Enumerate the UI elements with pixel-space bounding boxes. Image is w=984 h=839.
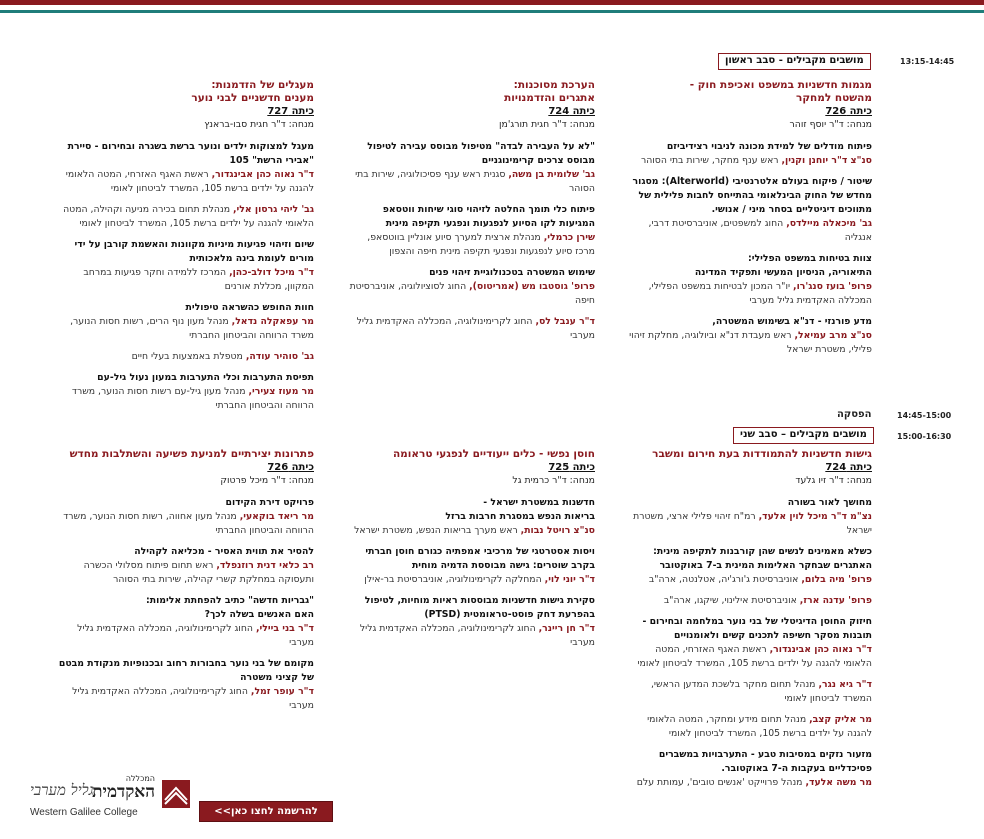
- speaker-affiliation: החוג לקרימינולוגיה, המכללה האקדמית גליל מערבי: [72, 686, 314, 711]
- lecture-speaker: [628, 217, 872, 245]
- lecture-item: [56, 496, 314, 538]
- session2-column-1: [628, 448, 872, 797]
- lecture-item: [56, 140, 314, 196]
- speaker-name: גב' שלומית בן משה,: [508, 169, 595, 180]
- speaker-affiliation: סגנית ראש ענף פסיכולוגיה, שירות בתי הסוהר: [355, 169, 595, 194]
- lecture-speaker: [628, 154, 872, 168]
- speaker-affiliation: מנהלת ארצית למערך סיוע אונליין בווטסאפ, מרכז סיוע לנפגעות ונפגעי תקיפה מינית חיפה והצפון: [367, 232, 595, 257]
- speaker-affiliation: רמ"ח זיהוי פלילי ארצי, משטרת ישראל: [633, 511, 872, 536]
- lecture-item: [628, 140, 872, 168]
- moderator: מנחה: ד"ר יוסף זוהר: [789, 119, 872, 130]
- lecture-item: [628, 678, 872, 706]
- speaker-affiliation: מנהל מעון גיל-עם רשות חסות הנוער, משרד הרווחה והביטחון החברתי: [71, 386, 314, 411]
- moderator: מנחה: ד"ר כרמית גל: [512, 475, 595, 486]
- top-border-teal: [0, 10, 984, 13]
- lecture-speaker: [345, 573, 595, 587]
- lecture-item: [628, 496, 872, 538]
- speaker-name: מר עפאקלה נדאל,: [231, 316, 314, 327]
- room-number: כיתה 727: [267, 106, 314, 117]
- speaker-name: מר מעוז צעירי,: [248, 386, 314, 397]
- speaker-name: מר ריאד בוקאעי,: [239, 511, 314, 522]
- speaker-name: פרופ' בועז סנג'רו,: [793, 281, 872, 292]
- lecture-item: [56, 203, 314, 231]
- session1-column-2: [345, 79, 595, 350]
- speaker-affiliation: ראש תחום פיתוח מסלולי הכשרה ותעסוקה במחלקת קשרי קהילה, שירות בתי הסוהר: [83, 560, 314, 585]
- speaker-affiliation: החוג לקרימינולוגיה, המכללה האקדמית גליל מערבי: [356, 316, 595, 341]
- speaker-affiliation: ראש מערך בריאות הנפש, משטרת ישראל: [354, 525, 521, 536]
- lecture-item: [628, 713, 872, 741]
- lecture-item: [345, 140, 595, 196]
- lecture-speaker: [628, 510, 872, 538]
- logo-english: Western Galilee College: [30, 807, 138, 818]
- lecture-speaker: [345, 524, 595, 538]
- lecture-speaker: [56, 510, 314, 538]
- speaker-name: ד"ר גיא נגר,: [818, 679, 872, 690]
- session-title: פתרונות יצירתיים למניעת פשיעה והשתלבות מחדש: [69, 448, 314, 460]
- logo-main-text: האקדמית: [92, 782, 155, 802]
- session2-title: מושבים מקבילים – סבב שני: [733, 427, 874, 444]
- lecture-title: שיטור / פיקוח בעולם אלטרנטיבי (Alterworld): מסגור מחדש של החוק הבינלאומי בהתייחס לחבות פלילית של מתווכים דיגיטליים בסחר מיני / אנושי.: [632, 176, 872, 215]
- session2-column-2: [345, 448, 595, 657]
- session2-column-3: [56, 448, 314, 720]
- speaker-name: ד"ר נאוה כהן אבינגדור,: [769, 644, 872, 655]
- lecture-title: שימוש המשטרה בטכנולוגיית זיהוי פנים: [429, 267, 595, 278]
- lecture-item: [628, 545, 872, 587]
- session-title: גישות חדשניות להתמודדות בעת חירום ומשבר: [652, 448, 872, 460]
- lecture-title: מקומם של בני נוער בחבורות רחוב ובכנופיות מנקודת מבטם של קציני משטרה: [58, 658, 314, 683]
- session1-column-1: [628, 79, 872, 364]
- break-label: הפסקה: [837, 409, 872, 420]
- break-time: 14:45-15:00: [897, 411, 952, 420]
- lecture-item: [56, 238, 314, 294]
- speaker-affiliation: החוג למשפטים, אוניברסיטת דרבי, אנגליה: [648, 218, 872, 243]
- lecture-title: ויסות אסטרטגי של מרכיבי אמפתיה כגורם חוסן חברתי בקרב שוטרים: גישה מבוססת הדמיה מוחית: [365, 546, 595, 571]
- lecture-speaker: [56, 266, 314, 294]
- logo-signature: גליל מערבי: [30, 781, 94, 799]
- session-title: הערכת מסוכנות: אתגרים והזדמנויות: [504, 79, 595, 104]
- lecture-title: מזעור נזקים במסיבות טבע - התערבויות במשברים פסיכדליים בעקבות ה-7 באוקטובר.: [658, 749, 872, 774]
- lecture-title: מדע פורנזי - דנ"א בשימוש המשטרה,: [712, 316, 872, 327]
- session2-time: 15:00-16:30: [897, 432, 952, 441]
- speaker-affiliation: החוג לסוציולוגיה, אוניברסיטת חיפה: [349, 281, 595, 306]
- session1-column-3: [56, 79, 314, 420]
- session-title: מגמות חדשניות במשפט ואכיפת חוק - מהשטח למחקר: [689, 79, 872, 104]
- session1-time: 13:15-14:45: [900, 57, 955, 66]
- lecture-speaker: [345, 280, 595, 308]
- speaker-name: גב' סוהיר עודה,: [245, 351, 314, 362]
- room-number: כיתה 725: [548, 462, 595, 473]
- lecture-item: [56, 350, 314, 364]
- room-number: כיתה 726: [825, 106, 872, 117]
- speaker-affiliation: יו"ר המכון לבטיחות במשפט הפלילי, המכללה האקדמית גליל מערבי: [648, 281, 872, 306]
- speaker-affiliation: אוניברסיטת ג'ורג'יה, אטלנטה, ארה"ב: [648, 574, 802, 585]
- lecture-item: [628, 748, 872, 790]
- lecture-item: [56, 301, 314, 343]
- room-number: כיתה 724: [825, 462, 872, 473]
- lecture-speaker: [345, 168, 595, 196]
- lecture-speaker: [628, 713, 872, 741]
- lecture-title: "גבריות חדשה" כתיב להפחתת אלימות: האם האנשים בשלה לכך?: [146, 595, 314, 620]
- speaker-affiliation: מנהל תחום מחקר בלשכת המדען הראשי, המשרד לביטחון לאומי: [650, 679, 872, 704]
- speaker-affiliation: המרכז ללמידה וחקר פגיעות במרחב המקוון, מכללת אורנים: [83, 267, 314, 292]
- logo-small-text: המכללה: [125, 774, 155, 783]
- lecture-speaker: [345, 622, 595, 650]
- lecture-speaker: [56, 350, 314, 364]
- lecture-item: [628, 615, 872, 671]
- lecture-title: פרויקט דירת הקידום: [225, 497, 314, 508]
- lecture-item: [628, 252, 872, 308]
- speaker-affiliation: ראשת האגף האזרחי, המטה הלאומי להגנה על ילדים ברשת 105, המשרד לביטחון לאומי: [637, 644, 872, 669]
- lecture-item: [628, 594, 872, 608]
- lecture-title: כשלא מאמינים לנשים שהן קורבנות לתקיפה מינית: האתגרים שבחקר האלימות המינית ב-7 באוקטובר: [653, 546, 872, 571]
- lecture-title: תפיסת התערבות וכלי התערבות במעון נעול גיל-עם: [97, 372, 314, 383]
- lecture-title: פיתוח מודלים של למידת מכונה לניבוי רצידיביזם: [666, 141, 872, 152]
- lecture-title: חדשנות במשטרת ישראל - בריאות הנפש במסגרת חרבות ברזל: [445, 497, 595, 522]
- college-logo-icon: [162, 780, 190, 808]
- lecture-item: [345, 594, 595, 650]
- register-button[interactable]: להרשמה לחצו כאן>>: [199, 801, 333, 822]
- lecture-item: [345, 266, 595, 308]
- top-border-red: [0, 0, 984, 5]
- speaker-affiliation: מנהל מעון נוף הרים, רשות חסות הנוער, משרד הרווחה והביטחון החברתי: [70, 316, 314, 341]
- speaker-name: סנ"צ מרב עמיאל,: [794, 330, 872, 341]
- session-title: מעגלים של הזדמנות: מענים חדשניים לבני נוער: [191, 79, 314, 104]
- lecture-speaker: [628, 329, 872, 357]
- speaker-name: סנ"צ ד"ר יוחנן וקנין,: [781, 155, 872, 166]
- lecture-item: [56, 545, 314, 587]
- lecture-title: חוות החופש כהשראה טיפולית: [185, 302, 314, 313]
- speaker-name: מר אליק קצב,: [809, 714, 872, 725]
- speaker-name: פרופ' עדנה ארז,: [799, 595, 872, 606]
- speaker-name: פרופ' גוסטבו מש (אמריטוס),: [469, 281, 595, 292]
- lecture-title: סקירת גישות חדשניות מבוססות ראיות מוחיות, לטיפול בהפרעת דחק פוסט-טראומטית (PTSD): [364, 595, 595, 620]
- speaker-affiliation: אוניברסיטת אילינוי, שיקגו, ארה"ב: [663, 595, 800, 606]
- lecture-speaker: [628, 573, 872, 587]
- speaker-name: פרופ' מיה בלום,: [801, 574, 872, 585]
- speaker-affiliation: החוג לקרימינולוגיה, המכללה האקדמית גליל מערבי: [359, 623, 595, 648]
- speaker-affiliation: ראש ענף מחקר, שירות בתי הסוהר: [640, 155, 782, 166]
- lecture-title: להסיר את תווית האסיר - מכליאה לקהילה: [134, 546, 314, 557]
- lecture-speaker: [56, 385, 314, 413]
- speaker-name: ד"ר עופר זמל,: [250, 686, 314, 697]
- lecture-item: [628, 175, 872, 245]
- lecture-item: [345, 315, 595, 343]
- session1-title: מושבים מקבילים - סבב ראשון: [718, 53, 871, 70]
- speaker-name: נצ"מ ד"ר מיכל לוין אלעד,: [758, 511, 872, 522]
- lecture-item: [628, 315, 872, 357]
- speaker-name: ד"ר בני ביילי,: [255, 623, 314, 634]
- lecture-speaker: [345, 315, 595, 343]
- speaker-affiliation: מנהל תחום מידע ומחקר, המטה הלאומי להגנה על ילדים ברשת 105, המשרד לביטחון לאומי: [647, 714, 872, 739]
- speaker-name: גב' מיכאלה מיילדס,: [786, 218, 872, 229]
- speaker-affiliation: ראשת האגף האזרחי, המטה הלאומי להגנה על ילדים ברשת 105, המשרד לביטחון לאומי: [65, 169, 314, 194]
- moderator: מנחה: ד"ר זיו גלעד: [795, 475, 872, 486]
- speaker-affiliation: החוג לקרימינולוגיה, המכללה האקדמית גליל מערבי: [77, 623, 314, 648]
- speaker-affiliation: המחלקה לקרימינולוגיה, אוניברסיטת בר-אילן: [364, 574, 545, 585]
- lecture-speaker: [56, 203, 314, 231]
- speaker-name: ד"ר ענבל לס,: [535, 316, 595, 327]
- lecture-title: חיזוק החוסן הדיגיטלי של בני נוער במלחמה ובחירום - תובנות מסקר חשיפה לתכנים קשים ולאומנויים: [642, 616, 872, 641]
- lecture-speaker: [56, 622, 314, 650]
- lecture-title: צוות בטיחות במשפט הפלילי: התיאוריה, הניסיון המעשי ותפקיד המדינה: [694, 253, 872, 278]
- speaker-name: שירן כרמלי,: [543, 232, 595, 243]
- moderator: מנחה: ד"ר חגית תורג'מן: [498, 119, 595, 130]
- lecture-item: [345, 545, 595, 587]
- speaker-name: מר משה אלעד,: [805, 777, 872, 788]
- room-number: כיתה 726: [267, 462, 314, 473]
- speaker-name: ד"ר יוני לוי,: [544, 574, 595, 585]
- lecture-speaker: [628, 643, 872, 671]
- lecture-speaker: [56, 168, 314, 196]
- speaker-name: ד"ר חן ריינר,: [538, 623, 595, 634]
- lecture-speaker: [345, 231, 595, 259]
- speaker-affiliation: ראש מעבדת דנ"א וביולוגיה, מחלקת זיהוי פלילי, משטרת ישראל: [629, 330, 872, 355]
- speaker-name: סנ"צ רויטל נבות,: [520, 525, 595, 536]
- lecture-speaker: [628, 776, 872, 790]
- moderator: מנחה: ד"ר מיכל פרטוק: [220, 475, 314, 486]
- lecture-speaker: [56, 559, 314, 587]
- college-logo: [30, 774, 190, 827]
- speaker-name: ד"ר נאוה כהן אבינגדור,: [211, 169, 314, 180]
- lecture-title: "לא על העבירה לבדה" מטיפול מבוסס עבירה לטיפול מבוסס צרכים קרימינוגניים: [367, 141, 595, 166]
- lecture-item: [56, 371, 314, 413]
- moderator: מנחה: ד"ר חגית סבו-בראנץ: [204, 119, 314, 130]
- lecture-item: [345, 496, 595, 538]
- speaker-name: ד"ר מיכל דולב-כהן,: [229, 267, 314, 278]
- lecture-speaker: [628, 594, 872, 608]
- speaker-name: גב' ליהי גרסון אלי,: [233, 204, 314, 215]
- lecture-speaker: [56, 315, 314, 343]
- lecture-title: מעגל למצוקות ילדים ונוער ברשת בשגרה ובחירום - סיירת "אבירי הרשת" 105: [67, 141, 314, 166]
- speaker-name: רב כלאי דנית רוזנפלד,: [216, 560, 314, 571]
- session-title: חוסן נפשי - כלים ייעודיים לנפגעי טראומה: [392, 448, 595, 460]
- speaker-affiliation: מנהלת תחום בכירה מניעה וקהילה, המטה הלאומי להגנה על ילדים ברשת 105, המשרד לביטחון לאומי: [63, 204, 314, 229]
- lecture-speaker: [628, 280, 872, 308]
- lecture-title: פיתוח כלי תומך החלטה לזיהוי סוגי שיחות ווטסאפ המגיעות לקו הסיוע לנפגעות ונפגעי תקיפה מינית: [382, 204, 595, 229]
- speaker-affiliation: מטפלת באמצעות בעלי חיים: [131, 351, 246, 362]
- lecture-speaker: [628, 678, 872, 706]
- lecture-speaker: [56, 685, 314, 713]
- lecture-title: מחושך לאור בשורה: [787, 497, 872, 508]
- lecture-item: [56, 594, 314, 650]
- lecture-item: [56, 657, 314, 713]
- speaker-affiliation: מנהל פרוייקט 'אנשים טובים', עמותת עלם: [636, 777, 806, 788]
- speaker-affiliation: מנהל מעון אחווה, רשות חסות הנוער, משרד הרווחה והביטחון החברתי: [63, 511, 314, 536]
- room-number: כיתה 724: [548, 106, 595, 117]
- lecture-item: [345, 203, 595, 259]
- lecture-title: שיום וזיהוי פגיעות מיניות מקוונות והאשמת קורבן על ידי מורים לעומת בינה מלאכותית: [74, 239, 314, 264]
